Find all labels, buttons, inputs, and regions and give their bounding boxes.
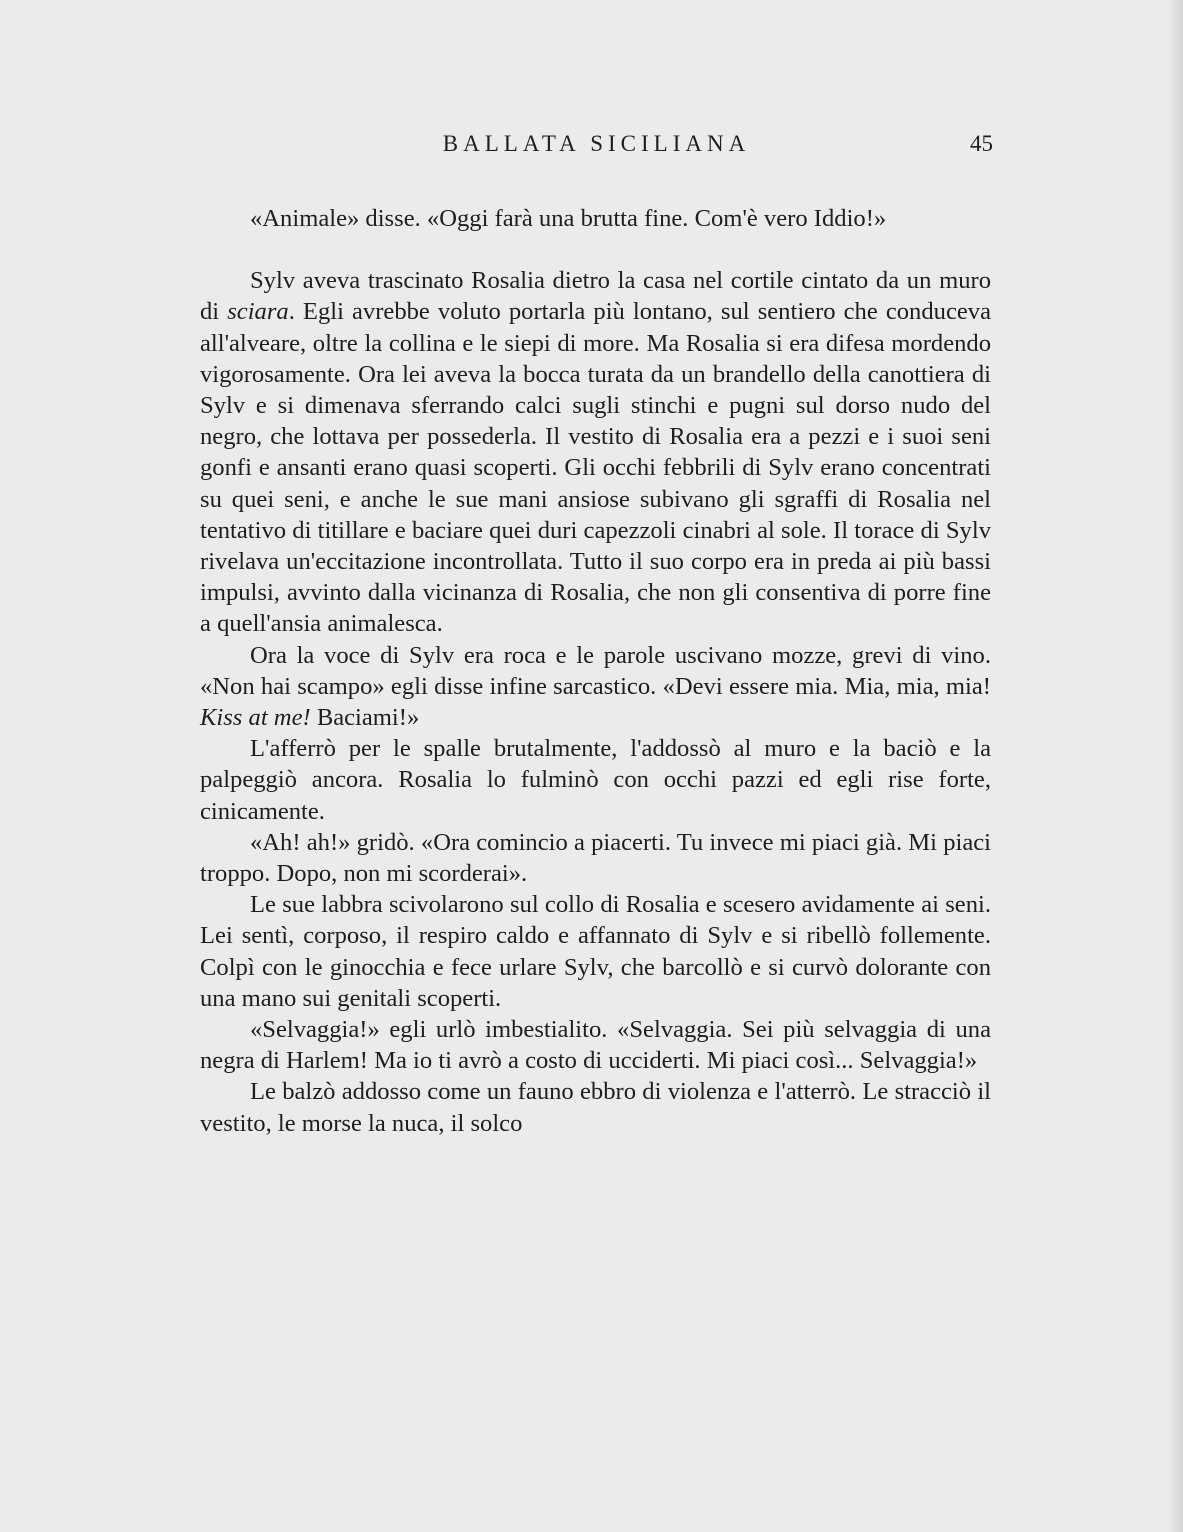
running-header	[200, 128, 993, 164]
paragraph-5: «Ah! ah!» gridò. «Ora comincio a piacerti. Tu invece mi piaci già. Mi piaci troppo. Dopo, non mi scorderai».	[200, 828, 991, 888]
paragraph-2	[200, 265, 991, 639]
paragraph-6: Le sue labbra scivolarono sul collo di Rosalia e scesero avidamente ai seni. Lei sentì, corposo, il respiro caldo e affannato di Sylv e si ribellò follemente. Colpì con le ginocchia e fece urlare Sylv, che barcollò e si curvò dolorante con una mano sui genitali scoperti.	[200, 891, 991, 1012]
paragraph-3	[200, 640, 991, 734]
paragraph-2-text-b: . Egli avrebbe voluto portarla più lontano, sul sentiero che conduceva all'alveare, oltre la collina e le siepi di more. Ma Rosalia si era difesa mordendo vigorosamente. Ora lei aveva la bocca turata da un brandello della canottiera di Sylv e si dimenava sferrando calci sugli stinchi e pugni sul dorso nudo del negro, che lottava per possederla. Il vestito di Rosalia era a pezzi e i suoi seni gonfi e ansanti erano quasi scoperti. Gli occhi febbrili di Sylv erano concentrati su quei seni, e anche le sue mani ansiose subivano gli sgraffi di Rosalia nel tentativo di titillare e baciare quei duri capezzoli cinabri al sole. Il torace di Sylv rivelava un'eccitazione incontrollata. Tutto il suo corpo era in preda ai più bassi impulsi, avvinto dalla vicinanza di Rosalia, che non gli consentiva di porre fine a quell'ansia animalesca.	[200, 298, 991, 638]
page-edge-shadow	[1169, 0, 1183, 1532]
page-number: 45	[970, 131, 993, 156]
paragraph-7: «Selvaggia!» egli urlò imbestialito. «Selvaggia. Sei più selvaggia di una negra di Harlem! Ma io ti avrò a costo di ucciderti. Mi piaci così... Selvaggia!»	[200, 1016, 991, 1075]
paragraph-3-text-a: Ora la voce di Sylv era roca e le parole uscivano mozze, grevi di vino. «Non hai scampo» egli disse infine sarcastico. «Devi essere mia. Mia, mia, mia!	[200, 641, 991, 700]
body-text	[200, 203, 991, 1139]
paragraph-2-text-a: Sylv aveva trascinato Rosalia dietro la casa nel cortile cintato da un muro di	[200, 267, 991, 326]
italic-word-sciara: sciara	[227, 298, 289, 326]
paragraph-8: Le balzò addosso come un fauno ebbro di violenza e l'atterrò. Le stracciò il vestito, le morse la nuca, il solco	[200, 1078, 991, 1137]
paragraph-break	[200, 234, 991, 265]
italic-phrase-kiss-at-me: Kiss at me!	[200, 704, 311, 732]
paragraph-1: «Animale» disse. «Oggi farà una brutta fine. Com'è vero Iddio!»	[250, 205, 887, 232]
paragraph-4: L'afferrò per le spalle brutalmente, l'addossò al muro e la baciò e la palpeggiò ancora. Rosalia lo fulminò con occhi pazzi ed egli rise forte, cinicamente.	[200, 735, 991, 825]
paragraph-3-text-b: Baciami!»	[310, 704, 420, 732]
running-title: BALLATA SICILIANA	[442, 131, 751, 156]
